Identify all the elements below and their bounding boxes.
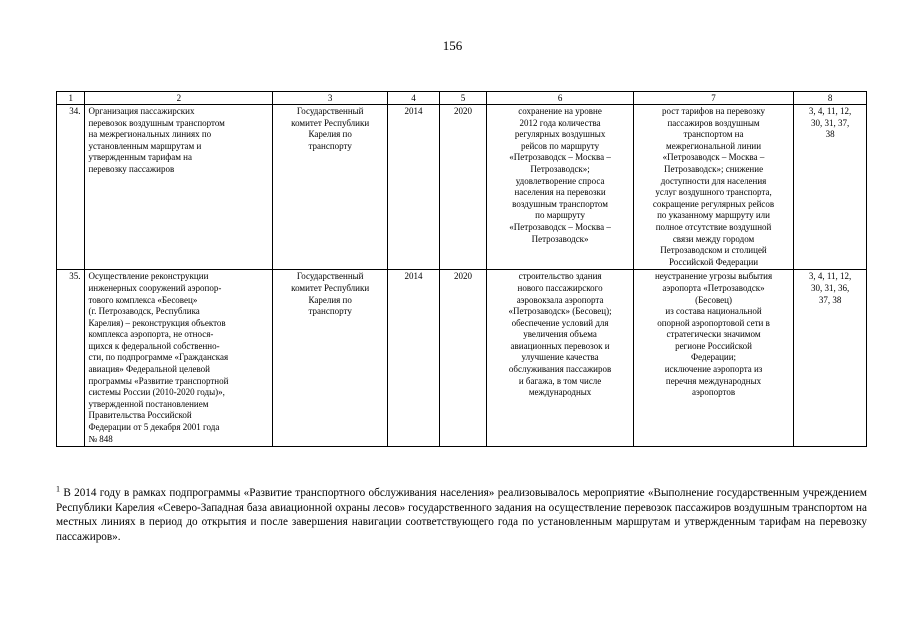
column-number-cell: 5 (439, 92, 486, 105)
column-number-cell: 1 (57, 92, 85, 105)
footnote (56, 486, 867, 544)
end-year-cell: 2020 (439, 105, 486, 270)
consequences-cell: рост тарифов на перевозку пассажиров воздушным транспортом на межрегиональной линии «Петрозаводск – Москва – Петрозаводск»; снижение доступности для населения услуг воздушного транспорта, сокращение регулярных рейсов по указанному маршруту или полное отсутствие воздушной связи между городом Петрозаводском и столицей Российской Федерации (633, 105, 793, 270)
links-cell: 3, 4, 11, 12, 30, 31, 37, 38 (794, 105, 867, 270)
executor-cell: Государственный комитет Республики Карелия по транспорту (273, 105, 388, 270)
start-year-cell: 2014 (388, 105, 440, 270)
column-number-cell: 4 (388, 92, 440, 105)
column-number-cell: 2 (85, 92, 273, 105)
footnote-text: В 2014 году в рамках подпрограммы «Развитие транспортного обслуживания населения» реализовывалось мероприятие «Выполнение государственным учреждением Республики Карелия «Северо-Западная база авиационной охраны лесов» государственного задания на осуществление перевозок пассажиров воздушным транспортом на местных линиях в период до открытия и после завершения навигации соответствующего года по установленным маршрутам и утвержденным тарифам на перевозку пассажиров». (56, 487, 867, 543)
start-year-cell: 2014 (388, 270, 440, 447)
measure-name-cell: Осуществление реконструкции инженерных сооружений аэропор- тового комплекса «Бесовец» (г. Петрозаводск, Республика Карелия) – реконструкция объектов комплекса аэропорта, не относя- щихся к федеральной собственно- сти, по подпрограмме «Гражданская авиация» Федеральной целевой программы «Развитие транспортной системы России (2010-2020 годы)», утвержденной постановлением Правительства Российской Федерации от 5 декабря 2001 года № 848 (85, 270, 273, 447)
row-number-cell: 34. (57, 105, 85, 270)
footnote-mark: 1 (56, 484, 60, 494)
column-number-cell: 8 (794, 92, 867, 105)
column-number-cell: 3 (273, 92, 388, 105)
expected-result-cell: сохранение на уровне 2012 года количества регулярных воздушных рейсов по маршруту «Петрозаводск – Москва – Петрозаводск»; удовлетворение спроса населения на перевозки воздушным транспортом по маршруту «Петрозаводск – Москва – Петрозаводск» (487, 105, 634, 270)
measure-name-cell: Организация пассажирских перевозок воздушным транспортом на межрегиональных линиях по установленным маршрутам и утвержденным тарифам на перевозку пассажиров (85, 105, 273, 270)
table-header-row (57, 92, 867, 105)
table-row (57, 105, 867, 270)
measures-table (56, 91, 867, 447)
column-number-cell: 6 (487, 92, 634, 105)
expected-result-cell: строительство здания нового пассажирского аэровокзала аэропорта «Петрозаводск» (Бесовец); обеспечение условий для увеличения объема авиационных перевозок и улучшение качества обслуживания пассажиров и багажа, в том числе международных (487, 270, 634, 447)
table-row (57, 270, 867, 447)
consequences-cell: неустранение угрозы выбытия аэропорта «Петрозаводск» (Бесовец) из состава национальной опорной аэропортовой сети в стратегически значимом регионе Российской Федерации; исключение аэропорта из перечня международных аэропортов (633, 270, 793, 447)
end-year-cell: 2020 (439, 270, 486, 447)
page-number: 156 (442, 38, 463, 53)
column-number-cell: 7 (633, 92, 793, 105)
links-cell: 3, 4, 11, 12, 30, 31, 36, 37, 38 (794, 270, 867, 447)
row-number-cell: 35. (57, 270, 85, 447)
executor-cell: Государственный комитет Республики Карелия по транспорту (273, 270, 388, 447)
